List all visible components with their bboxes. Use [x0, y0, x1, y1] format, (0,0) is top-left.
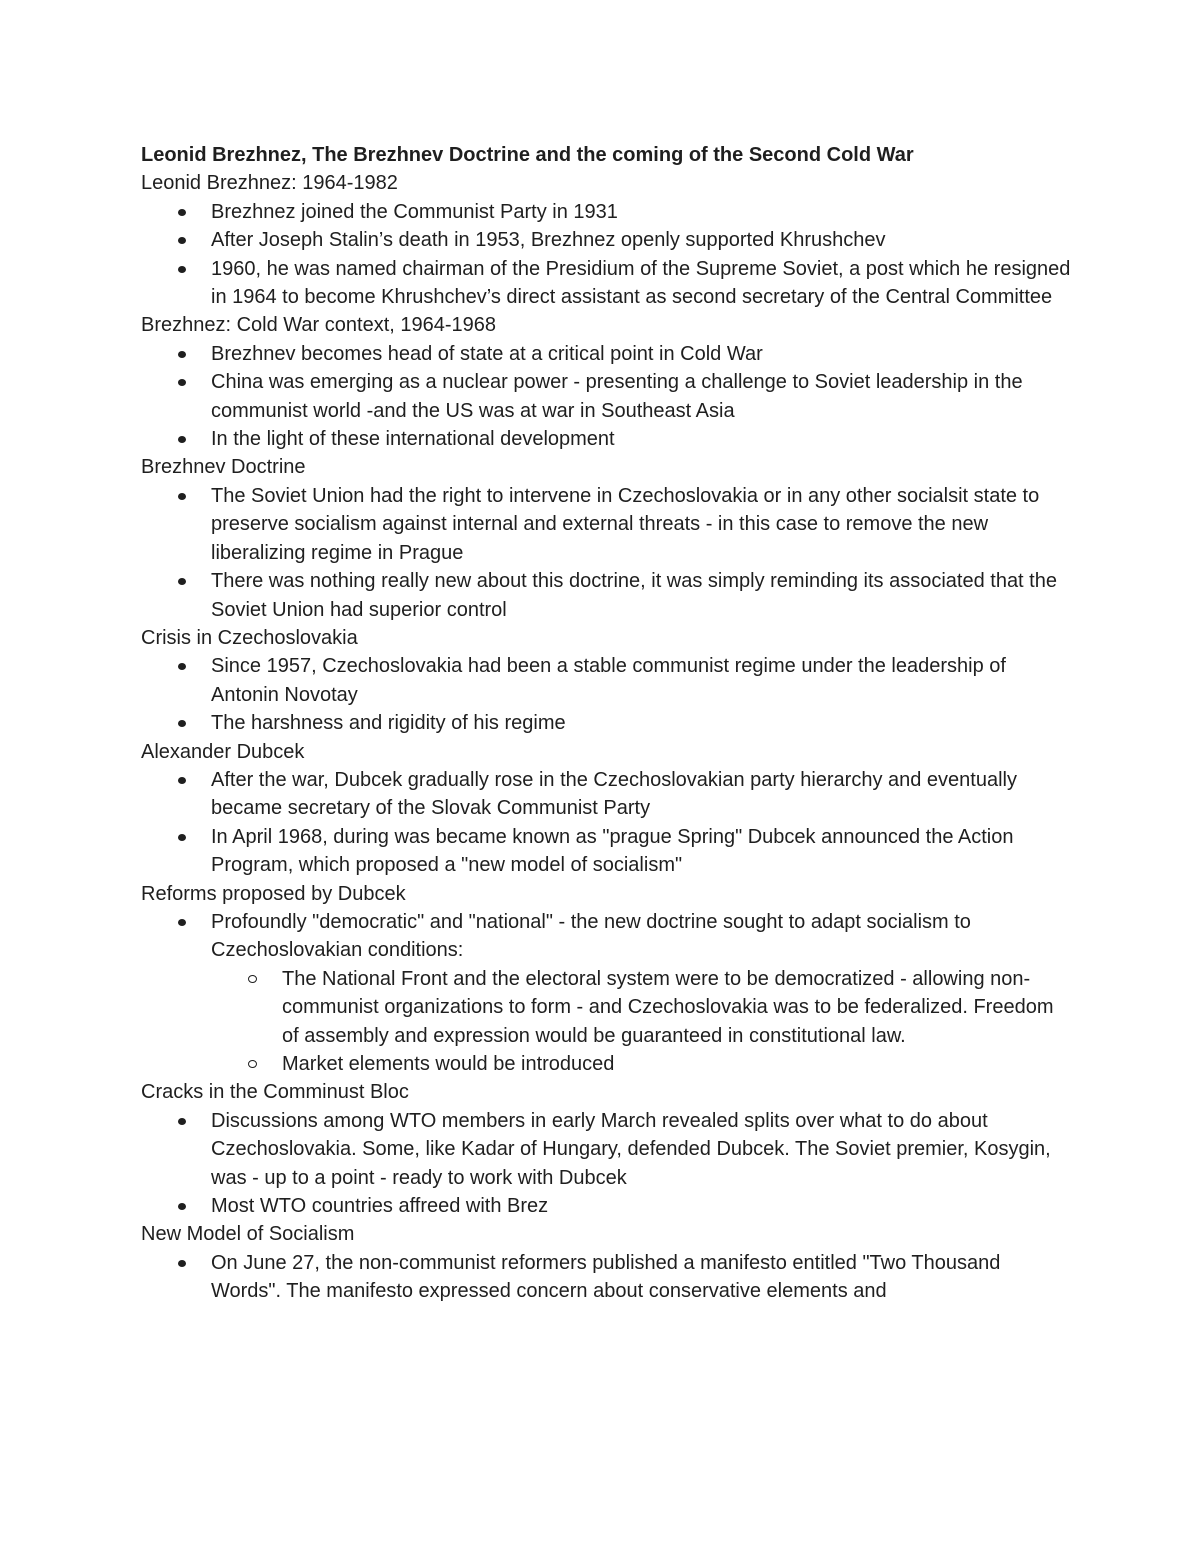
list-item — [141, 766, 1071, 823]
document-page — [141, 141, 1071, 1306]
list-item — [141, 482, 1071, 567]
list-item-text: Since 1957, Czechoslovakia had been a stable communist regime under the leadership of Antonin Novotay — [211, 655, 1006, 706]
list-item — [141, 425, 1071, 453]
section-heading: Reforms proposed by Dubcek — [141, 882, 406, 905]
sub-bullet-list — [211, 965, 1071, 1079]
bullet-list — [141, 1107, 1071, 1221]
list-item — [141, 709, 1071, 737]
list-item — [141, 226, 1071, 254]
list-item — [141, 1192, 1071, 1220]
sub-list-item — [211, 965, 1071, 1050]
list-item-text: 1960, he was named chairman of the Presidium of the Supreme Soviet, a post which he resigned in 1964 to become Khrushchev’s direct assistant as second secretary of the Central Committee — [211, 257, 1071, 309]
list-item-text: The harshness and rigidity of his regime — [211, 712, 566, 735]
bullet-icon — [178, 834, 186, 841]
list-item-text: Most WTO countries affreed with Brez — [211, 1195, 549, 1218]
sub-list-item-text: Market elements would be introduced — [282, 1053, 615, 1075]
bullet-icon — [178, 1260, 186, 1267]
bullet-list — [141, 482, 1071, 624]
bullet-icon — [178, 720, 186, 727]
section-heading: Alexander Dubcek — [141, 740, 305, 763]
list-item-text: China was emerging as a nuclear power - presenting a challenge to Soviet leadership in the communist world -and the US was at war in Southeast Asia — [211, 371, 1023, 422]
bullet-icon — [178, 919, 186, 926]
bullet-icon — [178, 379, 186, 386]
list-item-text: On June 27, the non-communist reformers published a manifesto entitled "Two Thousand Words". The manifesto expressed concern about conservative elements and — [211, 1251, 1001, 1303]
list-item-text: After Joseph Stalin’s death in 1953, Brezhnez openly supported Khrushchev — [211, 229, 886, 252]
sub-list-item — [211, 1050, 1071, 1078]
bullet-icon — [178, 493, 186, 500]
bullet-icon — [178, 578, 186, 585]
bullet-icon — [178, 436, 186, 443]
list-item — [141, 198, 1071, 226]
section-heading: New Model of Socialism — [141, 1223, 355, 1246]
list-item-text: Brezhnez joined the Communist Party in 1931 — [211, 200, 618, 223]
list-item — [141, 908, 1071, 1078]
bullet-list — [141, 652, 1071, 737]
section-heading: Brezhnez: Cold War context, 1964-1968 — [141, 314, 497, 337]
bullet-icon — [178, 237, 186, 244]
bullet-icon — [178, 209, 186, 216]
list-item-text: Brezhnev becomes head of state at a critical point in Cold War — [211, 342, 763, 365]
section-heading: Cracks in the Comminust Bloc — [141, 1081, 409, 1104]
list-item-text: Profoundly "democratic" and "national" - the new doctrine sought to adapt socialism to Czechoslovakian conditions: — [211, 910, 971, 962]
list-item-text: After the war, Dubcek gradually rose in the Czechoslovakian party hierarchy and eventually became secretary of the Slovak Communist Party — [211, 768, 1017, 820]
list-item-text: The Soviet Union had the right to intervene in Czechoslovakia or in any other socialsit state to preserve socialism against internal and external threats - in this case to remove the new liberalizing regime in Prague — [211, 484, 1040, 564]
section-heading: Brezhnev Doctrine — [141, 456, 306, 479]
hollow-bullet-icon — [248, 975, 257, 983]
section-heading: Leonid Brezhnez: 1964-1982 — [141, 172, 398, 195]
hollow-bullet-icon — [248, 1060, 257, 1068]
section-heading: Crisis in Czechoslovakia — [141, 626, 358, 649]
list-item — [141, 368, 1071, 425]
bullet-icon — [178, 266, 186, 273]
bullet-icon — [178, 777, 186, 784]
list-item — [141, 1249, 1071, 1306]
list-item — [141, 255, 1071, 312]
list-item-text: In the light of these international development — [211, 428, 615, 451]
list-item — [141, 1107, 1071, 1192]
bullet-icon — [178, 1118, 186, 1125]
bullet-list — [141, 908, 1071, 1078]
bullet-list — [141, 198, 1071, 312]
list-item-text: In April 1968, during was became known as "prague Spring" Dubcek announced the Action Program, which proposed a "new model of socialism" — [211, 825, 1014, 877]
list-item — [141, 652, 1071, 709]
bullet-icon — [178, 1203, 186, 1210]
list-item-text: Discussions among WTO members in early March revealed splits over what to do about Czechoslovakia. Some, like Kadar of Hungary, defended Dubcek. The Soviet premier, Kosygin, was - up to a point - ready to work with Dubcek — [211, 1109, 1051, 1189]
list-item-text: There was nothing really new about this doctrine, it was simply reminding its associated that the Soviet Union had superior control — [211, 570, 1057, 621]
bullet-list — [141, 1249, 1071, 1306]
list-item — [141, 340, 1071, 368]
bullet-icon — [178, 351, 186, 358]
document-title: Leonid Brezhnez, The Brezhnev Doctrine and the coming of the Second Cold War — [141, 144, 914, 166]
list-item — [141, 823, 1071, 880]
list-item — [141, 567, 1071, 624]
bullet-list — [141, 766, 1071, 880]
bullet-icon — [178, 663, 186, 670]
sub-list-item-text: The National Front and the electoral system were to be democratized - allowing non-communist organizations to form - and Czechoslovakia was to be federalized. Freedom of assembly and expression would be guaranteed in constitutional law. — [282, 967, 1054, 1047]
bullet-list — [141, 340, 1071, 454]
